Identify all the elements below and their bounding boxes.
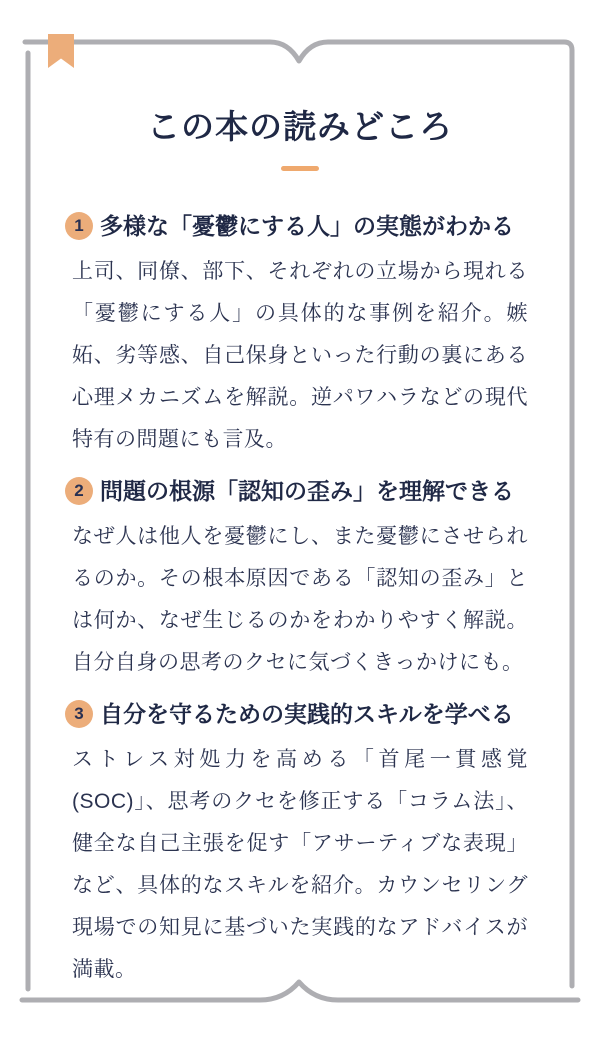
content-area [72, 211, 528, 1006]
section-3-number-badge: 3 [65, 700, 93, 728]
section-2-heading-row [65, 476, 528, 506]
section-1-body: 上司、同僚、部下、それぞれの立場から現れる「憂鬱にする人」の具体的な事例を紹介。嫉妬、劣等感、自己保身といった行動の裏にある心理メカニズムを解説。逆パワハラなどの現代特有の問題にも言及。 [72, 260, 528, 451]
bookmark-ribbon-icon [48, 34, 74, 68]
page-title: この本の読みどころ [147, 108, 453, 145]
title-divider [281, 166, 319, 171]
section-2 [72, 476, 528, 684]
section-3-heading-row [65, 699, 528, 729]
section-3-body: ストレス対処力を高める「首尾一貫感覚 (SOC)」、思考のクセを修正する「コラム法」、健全な自己主張を促す「アサーティブな表現」など、具体的なスキルを紹介。カウンセリング現場での知見に基づいた実践的なアドバイスが満載。 [72, 748, 528, 981]
section-1-number-badge: 1 [65, 212, 93, 240]
section-1 [72, 211, 528, 461]
section-3-heading: 自分を守るための実践的スキルを学べる [100, 701, 514, 727]
section-2-heading: 問題の根源「認知の歪み」を理解できる [100, 478, 514, 504]
section-2-body: なぜ人は他人を憂鬱にし、また憂鬱にさせられるのか。その根本原因である「認知の歪み」とは何か、なぜ生じるのかをわかりやすく解説。自分自身の思考のクセに気づくきっかけにも。 [72, 525, 528, 674]
section-2-number-badge: 2 [65, 477, 93, 505]
section-3 [72, 699, 528, 991]
section-1-heading-row [65, 211, 528, 241]
section-1-heading: 多様な「憂鬱にする人」の実態がわかる [100, 213, 514, 239]
